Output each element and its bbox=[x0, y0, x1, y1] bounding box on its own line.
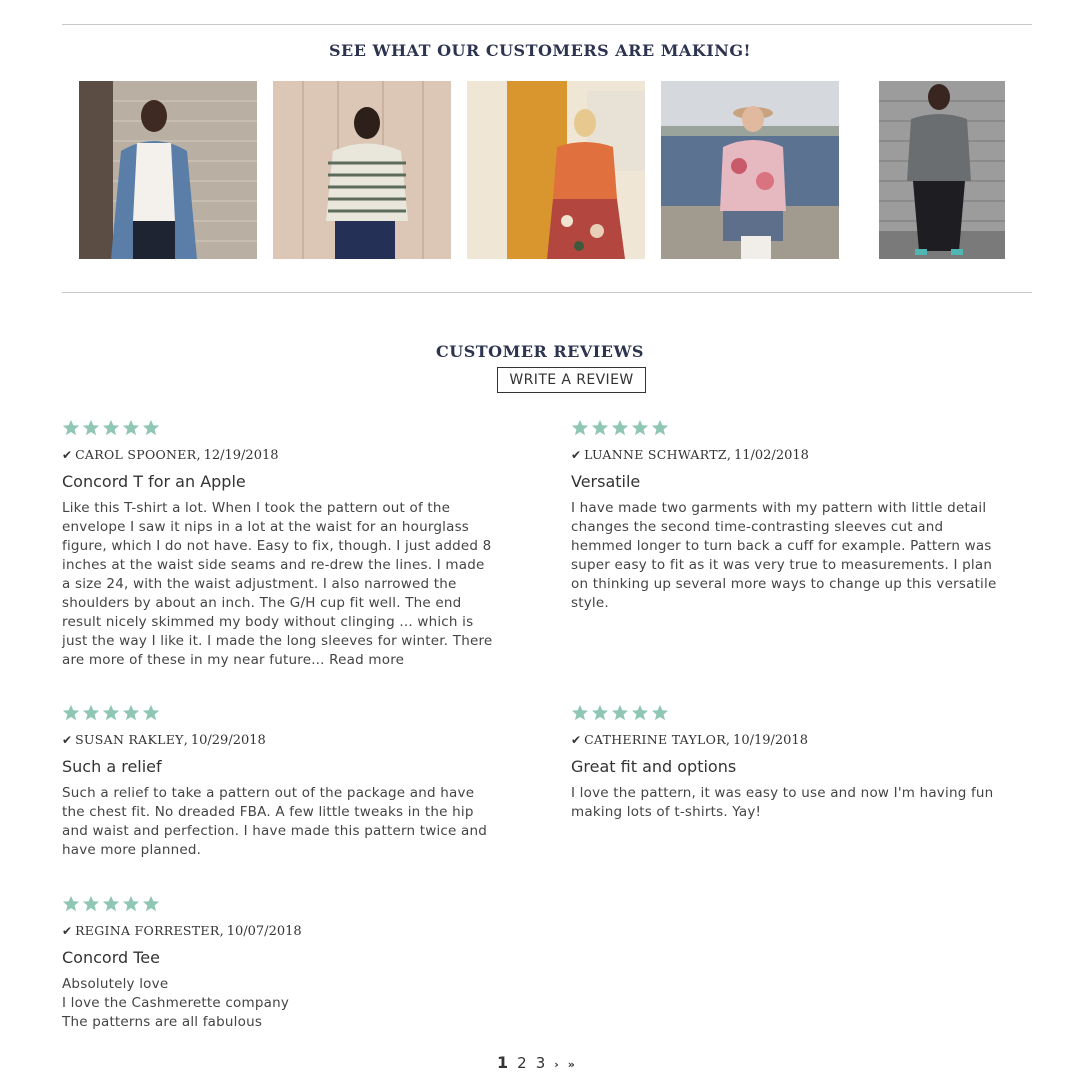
review-title: Such a relief bbox=[62, 757, 162, 776]
author-date-separator: , bbox=[196, 448, 201, 463]
verified-check-icon: ✔ bbox=[571, 448, 582, 462]
review-author: CATHERINE TAYLOR bbox=[584, 732, 726, 747]
review-body: Such a relief to take a pattern out of the package and have the chest fit. No dreaded FBA. A few little tweaks in the hip and waist and perfection. I have made this pattern twice and have more planned. bbox=[62, 785, 488, 858]
double-chevron-right-icon[interactable]: » bbox=[567, 1058, 575, 1071]
review-date: 10/07/2018 bbox=[226, 924, 302, 939]
star-icon bbox=[591, 419, 609, 437]
author-date-separator: , bbox=[725, 733, 731, 748]
page-link-2[interactable]: 2 bbox=[517, 1054, 527, 1072]
star-icon bbox=[102, 419, 120, 437]
star-icon bbox=[122, 895, 140, 913]
review-card bbox=[571, 704, 1041, 822]
star-icon bbox=[142, 419, 160, 437]
gallery-photo-3[interactable] bbox=[467, 81, 645, 259]
star-icon bbox=[571, 419, 589, 437]
review-author: REGINA FORRESTER bbox=[75, 923, 220, 938]
review-body bbox=[62, 499, 532, 670]
review-title: Concord Tee bbox=[62, 948, 160, 967]
star-icon bbox=[651, 704, 669, 722]
star-icon bbox=[651, 419, 669, 437]
gallery-title: SEE WHAT OUR CUSTOMERS ARE MAKING! bbox=[328, 41, 752, 60]
verified-check-icon: ✔ bbox=[62, 924, 73, 938]
star-rating bbox=[62, 704, 532, 722]
review-author-line bbox=[62, 923, 532, 939]
gallery-photo-4[interactable] bbox=[661, 81, 839, 259]
star-icon bbox=[611, 704, 629, 722]
verified-check-icon: ✔ bbox=[62, 733, 73, 747]
star-icon bbox=[571, 704, 589, 722]
author-date-separator: , bbox=[726, 448, 731, 463]
review-title: Great fit and options bbox=[571, 757, 737, 776]
top-divider bbox=[62, 24, 1032, 25]
star-icon bbox=[62, 704, 80, 722]
star-icon bbox=[631, 419, 649, 437]
review-card bbox=[62, 419, 532, 670]
star-icon bbox=[82, 895, 100, 913]
verified-check-icon: ✔ bbox=[571, 733, 582, 747]
star-icon bbox=[102, 895, 120, 913]
star-icon bbox=[122, 419, 140, 437]
review-author: CAROL SPOONER bbox=[75, 447, 197, 462]
review-date: 10/29/2018 bbox=[190, 733, 266, 748]
review-card bbox=[571, 419, 1041, 613]
review-date: 10/19/2018 bbox=[733, 733, 808, 748]
review-body: I have made two garments with my pattern with little detail changes the second time-contrasting sleeves cut and hemmed longer to turn back a cuff for example. Pattern was super easy to fit as it was very true to measurements. I plan on thinking up several more ways to change up this versatile style. bbox=[571, 500, 997, 611]
page-link-1[interactable]: 1 bbox=[497, 1053, 509, 1072]
review-date: 11/02/2018 bbox=[733, 448, 809, 463]
star-icon bbox=[62, 419, 80, 437]
review-card bbox=[62, 895, 532, 1032]
review-body: I love the pattern, it was easy to use and now I'm having fun making lots of t-shirts. Yay! bbox=[571, 785, 994, 820]
star-icon bbox=[142, 704, 160, 722]
pagination bbox=[497, 1053, 575, 1072]
chevron-right-icon[interactable]: › bbox=[554, 1058, 559, 1071]
star-icon bbox=[611, 419, 629, 437]
star-icon bbox=[82, 704, 100, 722]
review-title: Concord T for an Apple bbox=[62, 472, 246, 491]
review-date: 12/19/2018 bbox=[203, 448, 279, 463]
read-more-link[interactable]: Read more bbox=[329, 652, 405, 668]
section-divider bbox=[62, 292, 1032, 293]
write-review-button[interactable]: WRITE A REVIEW bbox=[497, 367, 646, 393]
star-rating bbox=[62, 895, 532, 913]
star-icon bbox=[102, 704, 120, 722]
review-author: SUSAN RAKLEY bbox=[75, 732, 184, 747]
review-title: Versatile bbox=[571, 472, 641, 491]
star-icon bbox=[142, 895, 160, 913]
review-author-line bbox=[571, 447, 1041, 463]
gallery-photo-5[interactable] bbox=[879, 81, 1005, 259]
review-author: LUANNE SCHWARTZ bbox=[584, 447, 727, 462]
author-date-separator: , bbox=[219, 924, 224, 939]
star-icon bbox=[62, 895, 80, 913]
review-card bbox=[62, 704, 532, 860]
star-icon bbox=[122, 704, 140, 722]
verified-check-icon: ✔ bbox=[62, 448, 73, 462]
author-date-separator: , bbox=[183, 733, 188, 748]
star-rating bbox=[571, 419, 1041, 437]
customer-gallery bbox=[0, 81, 1080, 259]
star-rating bbox=[571, 704, 1041, 722]
review-body: Absolutely love I love the Cashmerette company The patterns are all fabulous bbox=[62, 976, 290, 1030]
review-author-line bbox=[571, 732, 1041, 748]
star-icon bbox=[82, 419, 100, 437]
star-rating bbox=[62, 419, 532, 437]
review-author-line bbox=[62, 447, 532, 463]
page-link-3[interactable]: 3 bbox=[535, 1054, 546, 1072]
review-author-line bbox=[62, 732, 532, 748]
gallery-photo-2[interactable] bbox=[273, 81, 451, 259]
reviews-title: CUSTOMER REVIEWS bbox=[436, 342, 644, 361]
gallery-photo-1[interactable] bbox=[79, 81, 257, 259]
star-icon bbox=[591, 704, 609, 722]
review-body-text: Like this T-shirt a lot. When I took the pattern out of the envelope I saw it nips in a lot at the waist for an hourglass figure, which I do not have. Easy to fix, though. I just added 8 inches at the waist side seams and re-drew the lines. I made a size 24, with the waist adjustment. I also narrowed the shoulders by about an inch. The G/H cup fit well. The end result nicely skimmed my body without clinging ... which is just the way I like it. I made the long sleeves for winter. There are more of these in my near future... bbox=[62, 500, 493, 668]
star-icon bbox=[631, 704, 649, 722]
